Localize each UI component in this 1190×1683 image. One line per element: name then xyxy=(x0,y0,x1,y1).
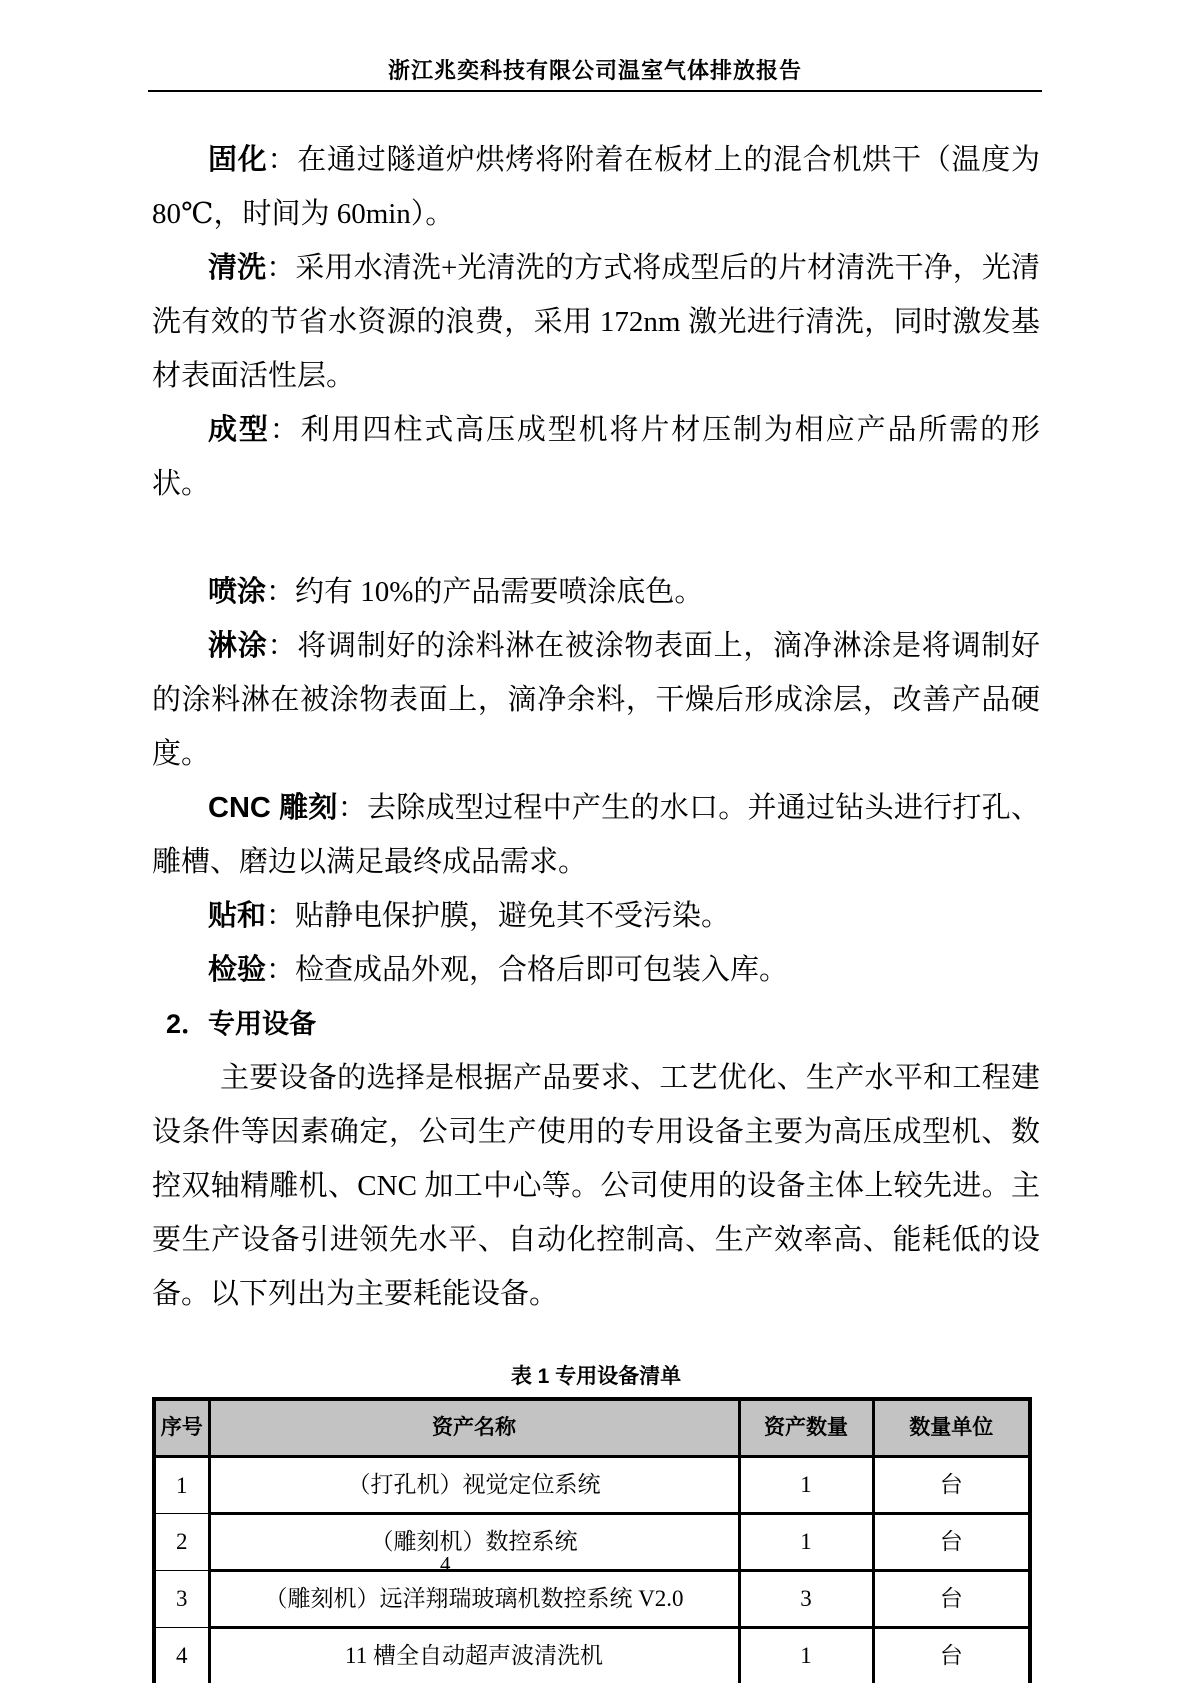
cell-asset-name: （雕刻机）远洋翔瑞玻璃机数控系统 V2.0 xyxy=(209,1571,739,1628)
paragraph-curtain-coating-text: ：将调制好的涂料淋在被涂物表面上，滴净淋涂是将调制好的涂料淋在被涂物表面上，滴净余料，干燥后形成涂层，改善产品硬度。 xyxy=(152,630,1040,770)
cell-seq: 1 xyxy=(154,1457,209,1514)
paragraph-curing-text: ：在通过隧道炉烘烤将附着在板材上的混合机烘干（温度为 80℃，时间为 60min）。 xyxy=(152,144,1040,230)
table-row xyxy=(154,1571,1030,1628)
section-heading-equipment: 2．专用设备 xyxy=(166,1009,317,1039)
paragraph-cleaning xyxy=(152,241,1040,403)
term-laminating: 贴和 xyxy=(208,900,267,932)
term-curtain-coating: 淋涂 xyxy=(208,630,268,662)
cell-seq: 3 xyxy=(154,1571,209,1628)
term-curing: 固化 xyxy=(208,144,268,176)
paragraph-inspection-text: ：检查成品外观，合格后即可包装入库。 xyxy=(266,954,789,986)
paragraph-spraying-text: ：约有 10%的产品需要喷涂底色。 xyxy=(266,576,704,608)
table-header-qty-unit: 数量单位 xyxy=(873,1399,1030,1457)
term-inspection: 检验 xyxy=(208,954,267,986)
term-cleaning: 清洗 xyxy=(208,252,267,284)
paragraph-laminating-text: ：贴静电保护膜，避免其不受污染。 xyxy=(266,900,731,932)
cell-asset-qty: 1 xyxy=(739,1457,873,1514)
table-header-asset-name: 资产名称 xyxy=(209,1399,739,1457)
cell-asset-name: （雕刻机）数控系统 xyxy=(209,1514,739,1571)
paragraph-laminating xyxy=(152,889,1040,943)
cell-asset-name: （打孔机）视觉定位系统 xyxy=(209,1457,739,1514)
paragraph-cnc-engraving xyxy=(152,781,1040,889)
document-title: 浙江兆奕科技有限公司温室气体排放报告 xyxy=(387,58,802,83)
paragraph-forming xyxy=(152,403,1040,511)
cell-asset-qty: 1 xyxy=(739,1628,873,1683)
table-row xyxy=(154,1514,1030,1571)
cell-qty-unit: 台 xyxy=(873,1628,1030,1683)
paragraph-equipment-overview: 主要设备的选择是根据产品要求、工艺优化、生产水平和工程建设条件等因素确定，公司生产使用的专用设备主要为高压成型机、数控双轴精雕机、CNC 加工中心等。公司使用的设备主体上较先进。主要生产设备引进领先水平、自动化控制高、生产效率高、能耗低的设备。以下列出为主要耗能设备。 xyxy=(152,1062,1040,1310)
cell-asset-name: 11 槽全自动超声波清洗机 xyxy=(209,1628,739,1683)
paragraph-forming-text: ：利用四柱式高压成型机将片材压制为相应产品所需的形状。 xyxy=(152,414,1040,500)
cell-qty-unit: 台 xyxy=(873,1514,1030,1571)
table-row xyxy=(154,1628,1030,1683)
document-header xyxy=(148,58,1042,92)
term-spraying: 喷涂 xyxy=(208,576,267,608)
table-row xyxy=(154,1457,1030,1514)
equipment-table xyxy=(152,1397,1032,1683)
table-header-asset-qty: 资产数量 xyxy=(739,1399,873,1457)
paragraph-curtain-coating xyxy=(152,619,1040,781)
term-cnc-engraving: CNC 雕刻 xyxy=(208,792,338,824)
blank-line xyxy=(152,511,1040,565)
paragraph-cleaning-text: ：采用水清洗+光清洗的方式将成型后的片材清洗干净，光清洗有效的节省水资源的浪费，采用 172nm 激光进行清洗，同时激发基材表面活性层。 xyxy=(152,252,1040,392)
cell-seq: 2 xyxy=(154,1514,209,1571)
cell-asset-qty: 3 xyxy=(739,1571,873,1628)
term-forming: 成型 xyxy=(208,414,270,446)
paragraph-spraying xyxy=(152,565,1040,619)
document-body xyxy=(152,133,1040,1683)
cell-asset-qty: 1 xyxy=(739,1514,873,1571)
table-caption: 表 1 专用设备清单 xyxy=(510,1365,682,1388)
cell-qty-unit: 台 xyxy=(873,1571,1030,1628)
paragraph-inspection xyxy=(152,943,1040,997)
table-header-seq: 序号 xyxy=(154,1399,209,1457)
cell-qty-unit: 台 xyxy=(873,1457,1030,1514)
paragraph-curing xyxy=(152,133,1040,241)
paragraph-cnc-engraving-text: ：去除成型过程中产生的水口。并通过钻头进行打孔、雕槽、磨边以满足最终成品需求。 xyxy=(152,792,1040,878)
page-number: 4 xyxy=(440,1552,451,1576)
table-header-row xyxy=(154,1399,1030,1457)
cell-seq: 4 xyxy=(154,1628,209,1683)
